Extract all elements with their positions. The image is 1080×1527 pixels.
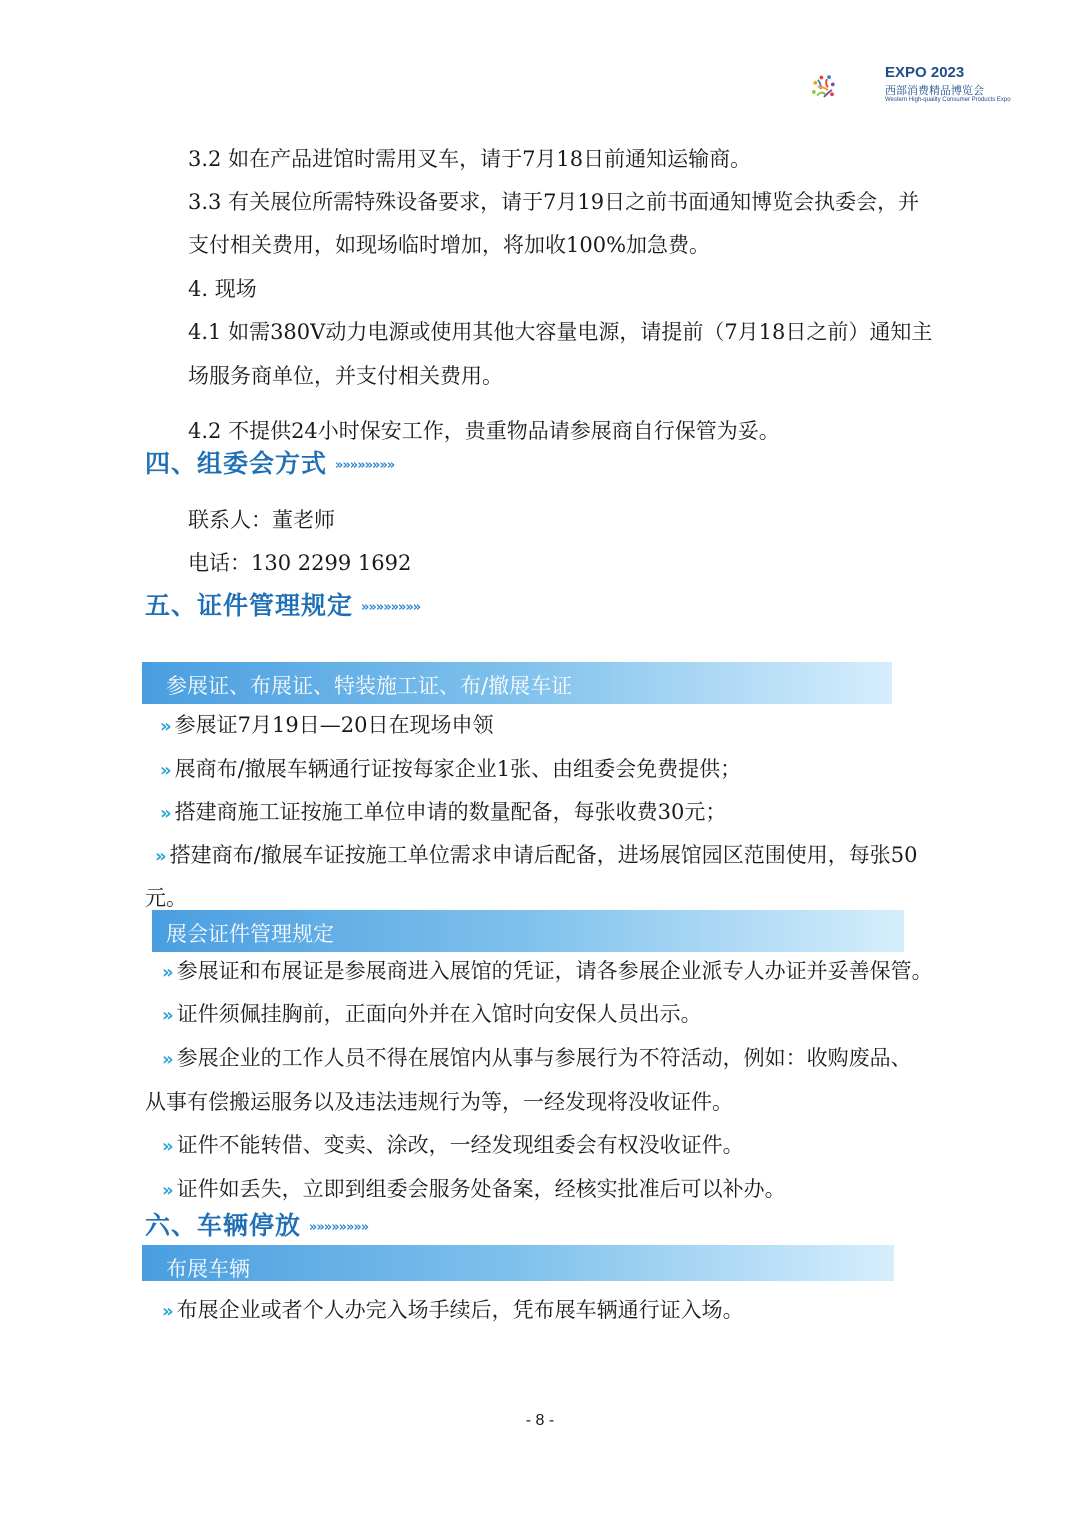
chevron-icon: »	[162, 1049, 171, 1070]
band-credential-rules	[152, 910, 904, 952]
list-item: » 搭建商布/撤展车证按施工单位需求申请后配备，进场展馆园区范围使用，每张50	[155, 840, 917, 872]
band-setup-vehicles	[142, 1245, 894, 1281]
logo-subtitle-en: Western High-quality Consumer Products Expo	[885, 97, 1011, 103]
paragraph-4-1-line2: 场服务商单位，并支付相关费用。	[188, 364, 503, 388]
paragraph-3-3-line2: 支付相关费用，如现场临时增加，将加收100%加急费。	[188, 233, 711, 257]
chevron-icon: »	[162, 1136, 171, 1157]
chevron-icon: »	[160, 716, 169, 737]
section-title-contact	[145, 444, 394, 480]
chevron-icon: »	[162, 1005, 171, 1026]
band-pass-types-label: 参展证、布展证、特装施工证、布/撤展车证	[166, 674, 573, 698]
section-6-arrows-icon: »»»»»»»»	[309, 1219, 369, 1235]
list-item: » 参展证和布展证是参展商进入展馆的凭证，请各参展企业派专人办证并妥善保管。	[162, 956, 933, 988]
chevron-icon: »	[162, 1180, 171, 1201]
logo-title: EXPO 2023	[885, 64, 965, 81]
chevron-icon: »	[160, 760, 169, 781]
band-setup-vehicles-label: 布展车辆	[166, 1257, 250, 1281]
paragraph-3-2: 3.2 如在产品进馆时需用叉车，请于7月18日前通知运输商。	[188, 147, 752, 171]
contact-phone: 电话：130 2299 1692	[188, 551, 412, 575]
section-4-title: 四、组委会方式	[145, 449, 328, 478]
section-5-title: 五、证件管理规定	[145, 591, 354, 620]
chevron-icon: »	[162, 962, 171, 983]
section-5-arrows-icon: »»»»»»»»	[361, 599, 421, 615]
chevron-icon: »	[155, 846, 164, 867]
list-item-continuation: 从事有偿搬运服务以及违法违规行为等，一经发现将没收证件。	[145, 1090, 733, 1114]
contact-person: 联系人：董老师	[188, 508, 335, 532]
section-title-credentials	[145, 586, 420, 622]
paragraph-4-1-line1: 4.1 如需380V动力电源或使用其他大容量电源，请提前（7月18日之前）通知主	[188, 320, 933, 344]
section-title-parking	[145, 1206, 368, 1242]
logo-subtitle-cn: 西部消费精品博览会	[885, 84, 984, 97]
paragraph-4-2: 4.2 不提供24小时保安工作，贵重物品请参展商自行保管为妥。	[188, 419, 780, 443]
list-item: » 参展证7月19日—20日在现场申领	[160, 710, 493, 742]
paragraph-4-heading: 4. 现场	[188, 277, 257, 301]
section-6-title: 六、车辆停放	[145, 1211, 302, 1240]
section-4-arrows-icon: »»»»»»»»	[335, 457, 395, 473]
list-item: » 证件须佩挂胸前，正面向外并在入馆时向安保人员出示。	[162, 999, 702, 1031]
list-item-continuation: 元。	[145, 886, 187, 910]
list-item: » 布展企业或者个人办完入场手续后，凭布展车辆通行证入场。	[162, 1295, 744, 1327]
paragraph-3-3-line1: 3.3 有关展位所需特殊设备要求，请于7月19日之前书面通知博览会执委会，并	[188, 190, 920, 214]
list-item: » 证件不能转借、变卖、涂改，一经发现组委会有权没收证件。	[162, 1130, 744, 1162]
chevron-icon: »	[160, 803, 169, 824]
band-pass-types	[142, 662, 892, 704]
list-item: » 证件如丢失，立即到组委会服务处备案，经核实批准后可以补办。	[162, 1174, 786, 1206]
band-credential-rules-label: 展会证件管理规定	[166, 922, 334, 946]
chevron-icon: »	[162, 1301, 171, 1322]
page-number: - 8 -	[525, 1412, 555, 1429]
list-item: » 参展企业的工作人员不得在展馆内从事与参展行为不符活动，例如：收购废品、	[162, 1043, 912, 1075]
expo-logo-mark	[810, 56, 886, 118]
list-item: » 展商布/撤展车辆通行证按每家企业1张、由组委会免费提供；	[160, 754, 741, 786]
list-item: » 搭建商施工证按施工单位申请的数量配备，每张收费30元；	[160, 797, 726, 829]
